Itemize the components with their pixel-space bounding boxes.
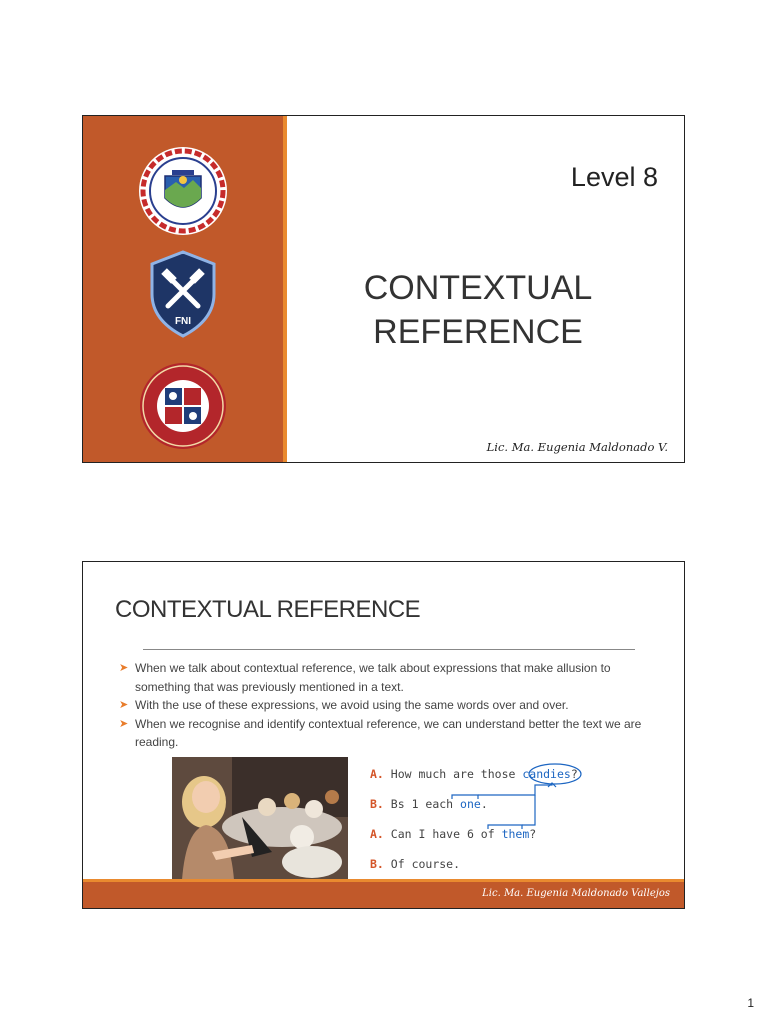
slide-title — [343, 266, 613, 354]
accent-stripe — [283, 116, 287, 462]
speaker-label: A. — [370, 827, 384, 841]
title-slide — [82, 115, 685, 463]
bullet-item — [119, 659, 659, 696]
reference-connector-arrows — [370, 757, 600, 837]
line-text: Bs 1 each — [390, 797, 461, 811]
fni-shield-icon — [150, 250, 216, 338]
reference-word: them — [501, 827, 530, 841]
svg-text:FNI: FNI — [174, 316, 192, 327]
speaker-label: B. — [370, 797, 384, 811]
heading-divider — [143, 649, 635, 650]
slide-heading: CONTEXTUAL REFERENCE — [115, 596, 421, 623]
speaker-label: B. — [370, 857, 384, 871]
university-seal-icon — [138, 146, 228, 236]
line-end: ? — [529, 827, 537, 841]
bullet-text: When we talk about contextual reference, we talk about expressions that make allusion to something that was previously mentioned in a text. — [135, 661, 611, 694]
title-line-2: REFERENCE — [373, 313, 583, 351]
bullet-text: When we recognise and identify contextual reference, we can understand better the text we are reading. — [135, 716, 642, 749]
line-end: . — [480, 797, 488, 811]
bullet-item — [119, 696, 659, 715]
arrow-bullet-icon: ➤ — [119, 699, 129, 711]
language-department-seal-icon — [139, 362, 227, 450]
bullet-item — [119, 715, 659, 752]
candies-circle — [529, 764, 581, 784]
line-end: ? — [570, 767, 578, 781]
reference-word: one — [460, 797, 481, 811]
author-signature: Lic. Ma. Eugenia Maldonado V. — [486, 440, 668, 454]
candy-shop-photo — [172, 757, 348, 880]
line-text: Of course. — [390, 857, 461, 871]
bullet-list — [119, 659, 659, 752]
level-label: Level 8 — [570, 162, 658, 192]
content-slide — [82, 561, 685, 909]
them-to-candies-arrow — [522, 795, 535, 825]
arrow-bullet-icon: ➤ — [119, 662, 129, 674]
dialogue-line — [370, 857, 460, 871]
logo-panel — [83, 116, 283, 462]
bullet-text: With the use of these expressions, we avoid using the same words over and over. — [135, 698, 569, 712]
slide-footer — [83, 879, 684, 908]
page-number: 1 — [747, 996, 754, 1010]
line-text: How much are those — [390, 767, 523, 781]
one-to-candies-arrow — [478, 784, 552, 795]
one-underline — [452, 795, 478, 799]
speaker-label: A. — [370, 767, 384, 781]
line-text: Can I have 6 of — [390, 827, 502, 841]
them-underline — [488, 825, 522, 829]
title-line-1: CONTEXTUAL — [363, 269, 593, 307]
arrow-bullet-icon: ➤ — [119, 717, 129, 730]
reference-word: candies — [522, 767, 571, 781]
footer-author: Lic. Ma. Eugenia Maldonado Vallejos — [482, 888, 670, 899]
